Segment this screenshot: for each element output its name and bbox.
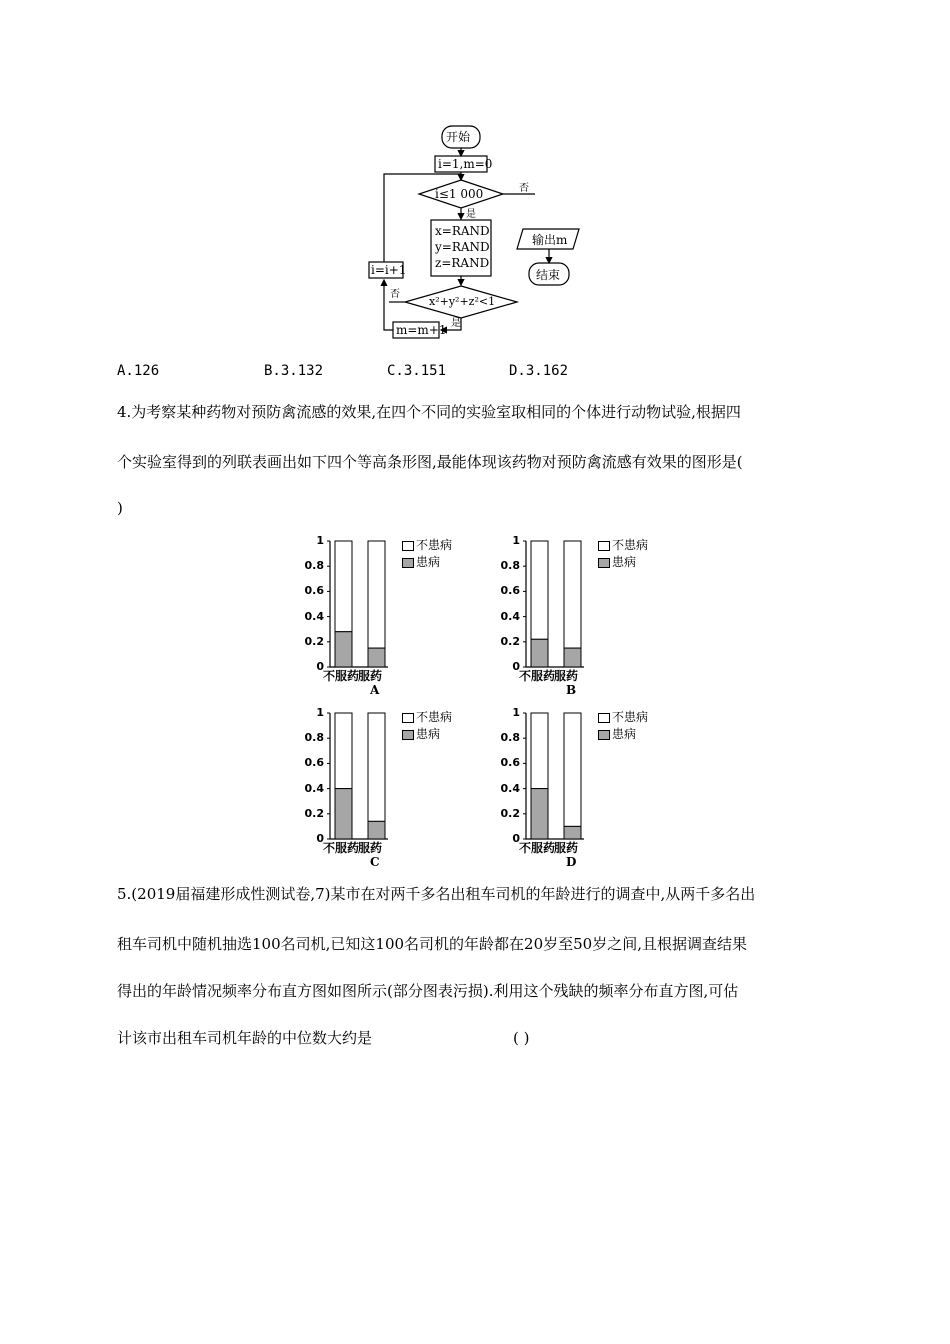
y-tick-label: 0.8: [500, 731, 520, 745]
increment-i-label: i=i+1: [371, 263, 407, 277]
end-label: 结束: [536, 268, 561, 282]
x-category-label: 不服药: [323, 841, 360, 855]
legend-label: 患病: [612, 555, 637, 569]
y-tick-label: 0.4: [304, 781, 324, 795]
option-c: C.3.151: [387, 363, 447, 379]
x-category-label: 服药: [554, 669, 579, 683]
y-tick-label: 0.2: [304, 634, 324, 648]
bar-healthy: [531, 713, 548, 789]
start-label: 开始: [446, 130, 471, 144]
bar-healthy: [335, 713, 352, 789]
assign-x-label: x=RAND: [435, 224, 490, 238]
legend-label: 不患病: [612, 710, 649, 724]
y-tick-label: 0.2: [304, 806, 324, 820]
x-category-label: 服药: [358, 669, 383, 683]
x-category-label: 服药: [554, 841, 579, 855]
bar-healthy: [531, 541, 548, 639]
legend-label: 患病: [416, 555, 441, 569]
y-tick-label: 0.6: [304, 584, 324, 598]
legend-swatch: [402, 541, 414, 551]
legend-swatch: [598, 541, 610, 551]
q4-line3: ): [117, 499, 123, 517]
bar-sick: [335, 632, 352, 667]
y-tick-label: 0.4: [304, 609, 324, 623]
bar-healthy: [368, 541, 385, 648]
assign-y-label: y=RAND: [435, 240, 490, 254]
option-b: B.3.132: [264, 363, 324, 379]
y-tick-label: 0: [512, 832, 520, 845]
assign-z-label: z=RAND: [435, 256, 490, 270]
legend-label: 不患病: [416, 710, 453, 724]
bar-sick: [368, 821, 385, 839]
y-tick-label: 0.2: [500, 806, 520, 820]
bar-healthy: [368, 713, 385, 821]
q5-line1: 5.(2019届福建形成性测试卷,7)某市在对两千多名出租车司机的年龄进行的调查中,从两千多名出: [117, 885, 756, 903]
y-tick-label: 0.4: [500, 781, 520, 795]
no1-label: 否: [519, 183, 529, 194]
bar-sick: [531, 789, 548, 839]
legend-swatch: [402, 713, 414, 723]
condition2-label: x²+y²+z²<1: [429, 295, 496, 308]
y-tick-label: 1: [512, 534, 520, 547]
x-category-label: 服药: [358, 841, 383, 855]
chart-d: [496, 705, 726, 875]
y-tick-label: 1: [512, 706, 520, 719]
init-label: i=1,m=0: [438, 157, 493, 171]
bar-sick: [564, 648, 581, 667]
yes1-label: 是: [466, 209, 476, 220]
bar-sick: [335, 789, 352, 839]
chart-b: [496, 533, 726, 703]
y-tick-label: 0.6: [500, 756, 520, 770]
bar-healthy: [335, 541, 352, 632]
output-label: 输出m: [532, 233, 568, 247]
option-a: A.126: [117, 363, 160, 379]
legend-swatch: [402, 730, 414, 740]
legend-swatch: [598, 730, 610, 740]
legend-swatch: [402, 558, 414, 568]
x-category-label: 不服药: [519, 669, 556, 683]
q5-line4: 计该市出租车司机年龄的中位数大约是: [117, 1029, 373, 1047]
chart-label: A: [370, 683, 380, 697]
chart-label: D: [566, 855, 577, 869]
bar-sick: [531, 639, 548, 667]
y-tick-label: 0.2: [500, 634, 520, 648]
legend-label: 不患病: [612, 538, 649, 552]
bar-healthy: [564, 541, 581, 648]
x-category-label: 不服药: [323, 669, 360, 683]
bar-sick: [368, 648, 385, 667]
flowchart: [365, 120, 535, 345]
y-tick-label: 1: [316, 534, 324, 547]
q5-bracket: ( ): [513, 1029, 530, 1047]
q4-line1: 4.为考察某种药物对预防禽流感的效果,在四个不同的实验室取相同的个体进行动物试验,根据四: [117, 403, 741, 421]
y-tick-label: 0.4: [500, 609, 520, 623]
legend-label: 不患病: [416, 538, 453, 552]
increment-m-label: m=m+1: [396, 323, 447, 337]
q4-line2: 个实验室得到的列联表画出如下四个等高条形图,最能体现该药物对预防禽流感有效果的图形是(: [117, 453, 743, 471]
x-category-label: 不服药: [519, 841, 556, 855]
y-tick-label: 0.8: [500, 559, 520, 573]
chart-label: C: [370, 855, 380, 869]
legend-swatch: [598, 558, 610, 568]
legend-label: 患病: [612, 727, 637, 741]
legend-swatch: [598, 713, 610, 723]
condition1-label: i≤1 000: [435, 187, 484, 201]
q5-line2: 租车司机中随机抽选100名司机,已知这100名司机的年龄都在20岁至50岁之间,且根据调查结果: [117, 935, 747, 953]
y-tick-label: 0.6: [500, 584, 520, 598]
yes2-label: 是: [451, 318, 461, 329]
y-tick-label: 0: [316, 660, 324, 673]
q5-line3: 得出的年龄情况频率分布直方图如图所示(部分图表污损).利用这个残缺的频率分布直方图,可估: [117, 982, 739, 1000]
y-tick-label: 0.6: [304, 756, 324, 770]
y-tick-label: 0: [512, 660, 520, 673]
bar-healthy: [564, 713, 581, 826]
q3-options: [117, 363, 817, 383]
option-d: D.3.162: [509, 363, 569, 379]
y-tick-label: 0.8: [304, 731, 324, 745]
legend-label: 患病: [416, 727, 441, 741]
no2-label: 否: [390, 289, 400, 300]
chart-label: B: [566, 683, 577, 697]
y-tick-label: 0.8: [304, 559, 324, 573]
y-tick-label: 1: [316, 706, 324, 719]
bar-sick: [564, 826, 581, 839]
y-tick-label: 0: [316, 832, 324, 845]
